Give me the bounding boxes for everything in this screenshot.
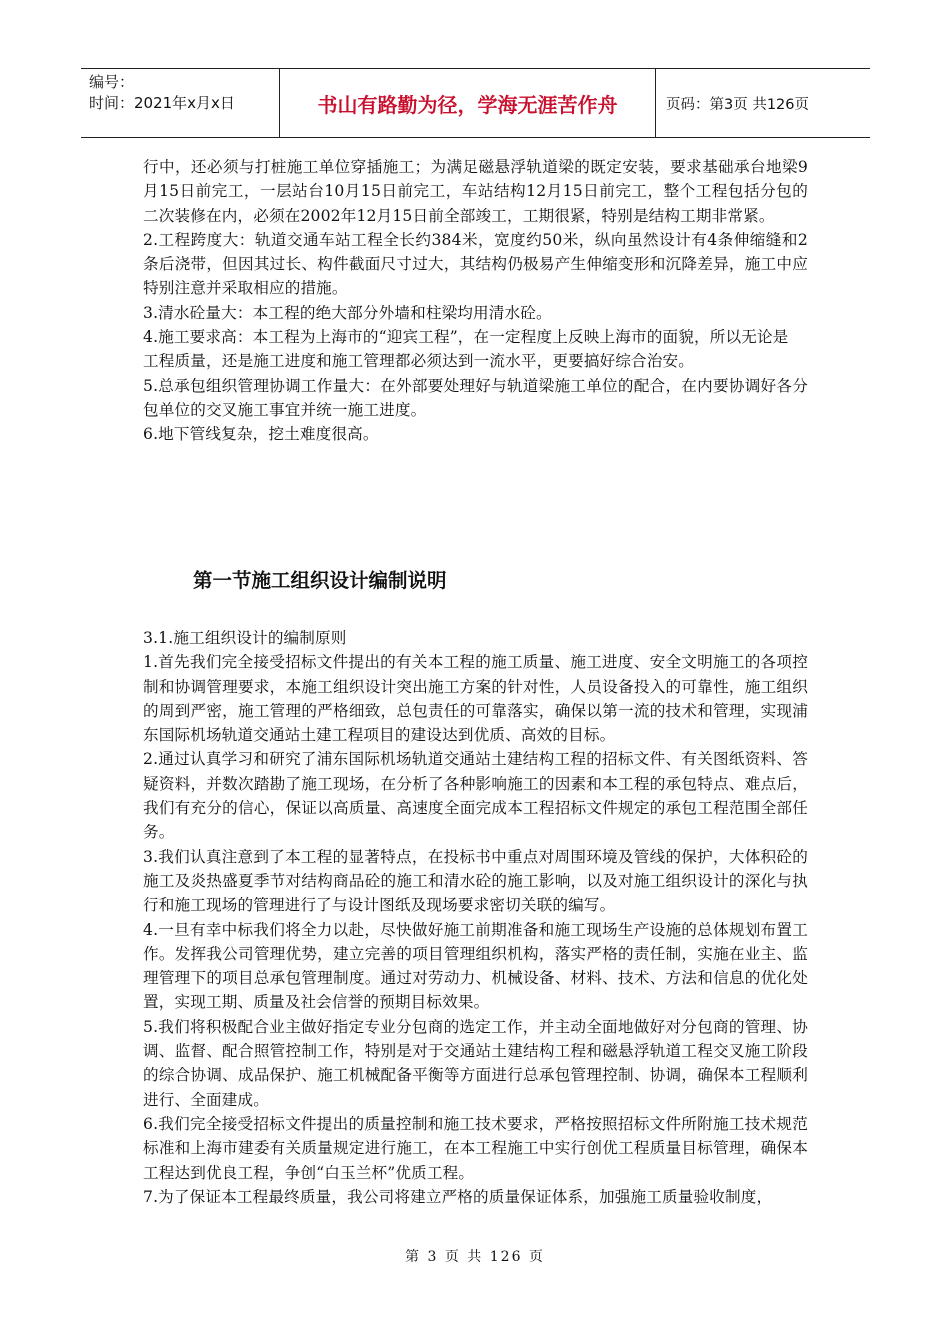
header-meta — [81, 69, 280, 137]
paragraph: 6.地下管线复杂，挖土难度很高。 — [143, 425, 379, 444]
paragraph: 4.施工要求高：本工程为上海市的“迎宾工程”，在一定程度上反映上海市的面貌，所以无论是 — [143, 328, 789, 347]
paragraph: 工程质量，还是施工进度和施工管理都必须达到一流水平，更要搞好综合治安。 — [143, 352, 695, 371]
paragraph: 2.通过认真学习和研究了浦东国际机场轨道交通站土建结构工程的招标文件、有关图纸资料、答疑资料，并数次踏勘了施工现场，在分析了各种影响施工的因素和本工程的承包特点、难点后，我们有充分的信心，保证以高质量、高速度全面完成本工程招标文件规定的承包工程范围全部任务。 — [143, 750, 808, 842]
paragraph: 7.为了保证本工程最终质量，我公司将建立严格的质量保证体系，加强施工质量验收制度， — [143, 1187, 773, 1206]
intro-text-block — [143, 155, 808, 447]
page-header — [81, 68, 870, 138]
page-footer: 第 3 页 共 126 页 — [405, 1249, 545, 1265]
paragraph: 3.我们认真注意到了本工程的显著特点，在投标书中重点对周围环境及管线的保护，大体积砼的施工及炎热盛夏季节对结构商品砼的施工和清水砼的施工影响，以及对施工组织设计的深化与执行和施工现场的管理进行了与设计图纸及现场要求密切关联的编写。 — [143, 847, 808, 915]
section-text-block — [143, 626, 808, 1209]
section-heading: 第一节施工组织设计编制说明 — [193, 569, 447, 592]
document-number-label: 编号： — [89, 73, 135, 91]
paragraph: 6.我们完全接受招标文件提出的质量控制和施工技术要求，严格按照招标文件所附施工技术规范标准和上海市建委有关质量规定进行施工，在本工程施工中实行创优工程质量目标管理，确保本工程达到优良工程，争创“白玉兰杯”优质工程。 — [143, 1114, 808, 1182]
document-date: 时间：2021年x月x日 — [89, 94, 235, 112]
paragraph: 4.一旦有幸中标我们将全力以赴，尽快做好施工前期准备和施工现场生产设施的总体规划布置工作。发挥我公司管理优势，建立完善的项目管理组织机构，落实严格的责任制，实施在业主、监理管理下的项目总承包管理制度。通过对劳动力、机械设备、材料、技术、方法和信息的优化处置，实现工期、质量及社会信誉的预期目标效果。 — [143, 920, 808, 1012]
paragraph: 5.我们将积极配合业主做好指定专业分包商的选定工作，并主动全面地做好对分包商的管理、协调、监督、配合照管控制工作，特别是对于交通站土建结构工程和磁悬浮轨道工程交叉施工阶段的综合协调、成品保护、施工机械配备平衡等方面进行总承包管理控制、协调，确保本工程顺利进行、全面建成。 — [143, 1017, 808, 1109]
paragraph: 2.工程跨度大：轨道交通车站工程全长约384米，宽度约50米，纵向虽然设计有4条伸缩缝和2条后浇带，但因其过长、构件截面尺寸过大，其结构仍极易产生伸缩变形和沉降差异，施工中应特别注意并采取相应的措施。 — [143, 230, 808, 298]
paragraph: 行中，还必须与打桩施工单位穿插施工；为满足磁悬浮轨道梁的既定安装，要求基础承台地梁9月15日前完工，一层站台10月15日前完工，车站结构12月15日前完工，整个工程包括分包的二次装修在内，必须在2002年12月15日前全部竣工，工期很紧，特别是结构工期非常紧。 — [143, 158, 808, 225]
paragraph: 1.首先我们完全接受招标文件提出的有关本工程的施工质量、施工进度、安全文明施工的各项控制和协调管理要求，本施工组织设计突出施工方案的针对性，人员设备投入的可靠性，施工组织的周到严密，施工管理的严格细致，总包责任的可靠落实，确保以第一流的技术和管理，实现浦东国际机场轨道交通站土建工程项目的建设达到优质、高效的目标。 — [143, 653, 808, 745]
header-motto: 书山有路勤为径，学海无涯苦作舟 — [280, 69, 656, 137]
paragraph: 5.总承包组织管理协调工作量大：在外部要处理好与轨道梁施工单位的配合，在内要协调好各分包单位的交叉施工事宜并统一施工进度。 — [143, 376, 808, 419]
header-page-info: 页码：第3页 共126页 — [666, 96, 810, 113]
paragraph: 3.清水砼量大：本工程的绝大部分外墙和柱梁均用清水砼。 — [143, 303, 552, 322]
subsection-title: 3.1.施工组织设计的编制原则 — [143, 629, 347, 647]
